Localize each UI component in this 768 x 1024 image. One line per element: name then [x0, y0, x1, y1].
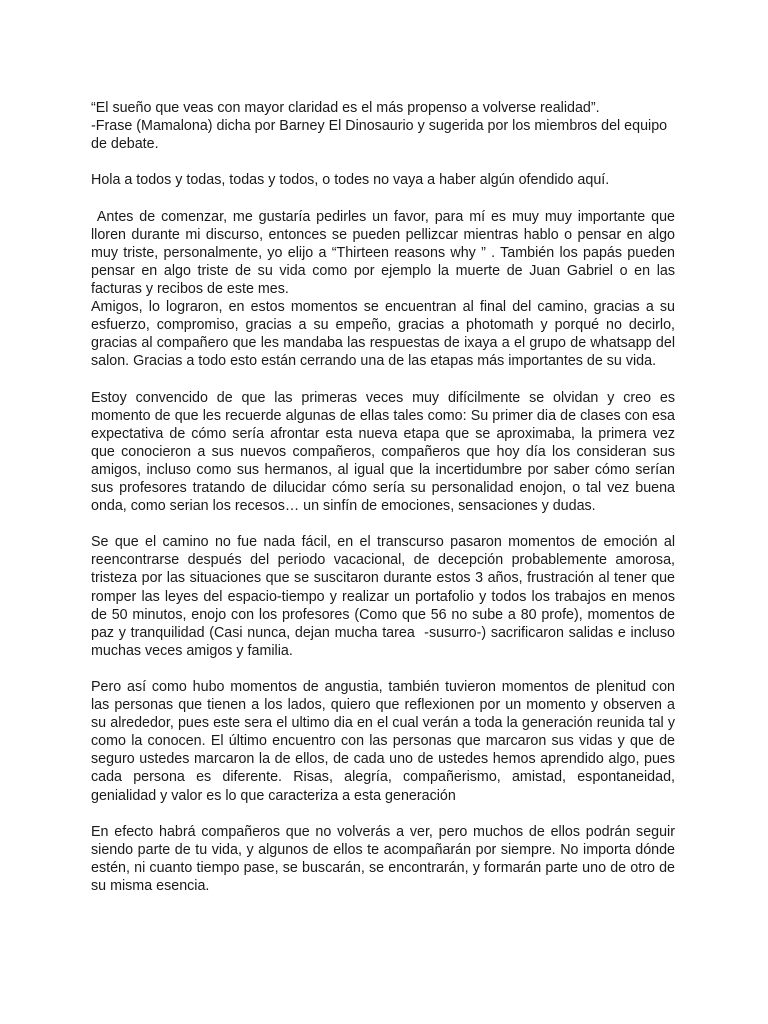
- quote-attribution: -Frase (Mamalona) dicha por Barney El Dinosaurio y sugerida por los miembros del equipo de debate.: [91, 118, 668, 153]
- paragraph-gap: [91, 805, 675, 823]
- paragraph-gap: [91, 660, 675, 678]
- paragraph-gap: [91, 153, 675, 171]
- paragraph-companeros: En efecto habrá compañeros que no volverás a ver, pero muchos de ellos podrán seguir siendo parte de tu vida, y algunos de ellos te acompañarán por siempre. No importa dónde estén, ni cuanto tiempo pase, se buscarán, se encontrarán, y formarán parte uno de otro de su misma esencia.: [91, 823, 675, 895]
- paragraph-favor: Antes de comenzar, me gustaría pedirles un favor, para mí es muy muy importante que lloren durante mi discurso, entonces se pueden pellizcar mientras hablo o pensar en algo muy triste, personalmente, yo elijo a “Thirteen reasons why ” . También los papás pueden pensar en algo triste de su vida como por ejemplo la muerte de Juan Gabriel o en las facturas y recibos de este mes.: [91, 208, 679, 297]
- paragraph-gap: [91, 515, 675, 533]
- paragraph-gap: [91, 370, 675, 388]
- paragraph-gap: [91, 189, 675, 207]
- paragraph-primeras-veces: Estoy convencido de que las primeras veces muy difícilmente se olvidan y creo es momento de que les recuerde algunas de ellas tales como: Su primer dia de clases con esa expectativa de cómo sería afrontar esta nueva etapa que se aproximaba, la primera vez que conocieron a sus nuevos compañeros, compañeros que hoy día los consideran sus amigos, incluso como sus hermanos, al igual que la incertidumbre por saber cómo serían sus profesores tratando de dilucidar cómo sería su personalidad enojon, o tal vez buena onda, como serian los recesos… un sinfín de emociones, sensaciones y dudas.: [91, 389, 675, 515]
- paragraph-amigos: Amigos, lo lograron, en estos momentos se encuentran al final del camino, gracias a su esfuerzo, compromiso, gracias a su empeño, gracias a photomath y porqué no decirlo, gracias al compañero que les mandaba las respuestas de ixaya a el grupo de whatsapp del salon. Gracias a todo esto están cerrando una de las etapas más importantes de su vida.: [91, 299, 675, 370]
- document-page: [91, 99, 679, 895]
- opening-quote: “El sueño que veas con mayor claridad es el más propenso a volverse realidad”.: [91, 100, 600, 116]
- paragraph-plenitud: Pero así como hubo momentos de angustia, también tuvieron momentos de plenitud con las personas que tienen a los lados, quiero que reflexionen por un momento y observen a su alrededor, pues este sera el ultimo dia en el cual verán a toda la generación reunida tal y como la conocen. El último encuentro con las personas que marcaron sus vidas y que de seguro ustedes marcaron la de ellos, de cada uno de ustedes hemos aprendido algo, pues cada persona es diferente. Risas, alegría, compañerismo, amistad, espontaneidad, genialidad y valor es lo que caracteriza a esta generación: [91, 679, 675, 804]
- greeting-paragraph: Hola a todos y todas, todas y todos, o todes no vaya a haber algún ofendido aquí.: [91, 172, 610, 189]
- paragraph-camino: Se que el camino no fue nada fácil, en el transcurso pasaron momentos de emoción al reencontrarse después del periodo vacacional, de decepción probablemente amorosa, tristeza por las situaciones que se suscitaron durante estos 3 años, frustración al tener que romper las leyes del espacio-tiempo y realizar un portafolio y todos los trabajos en menos de 50 minutos, enojo con los profesores (Como que 56 no sube a 80 profe), momentos de paz y tranquilidad (Casi nunca, dejan mucha tarea -susurro-) sacrificaron salidas e incluso muchas veces amigos y familia.: [91, 534, 679, 659]
